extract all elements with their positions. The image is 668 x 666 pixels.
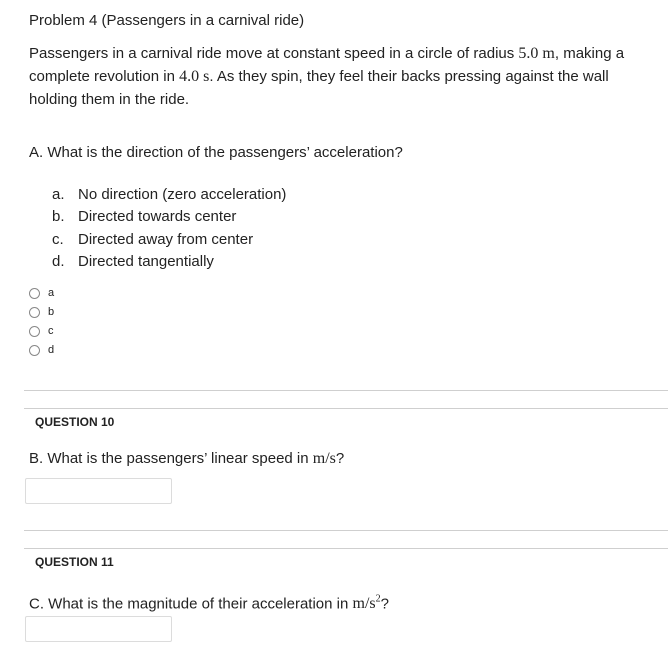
question-11-header: QUESTION 11 (35, 555, 114, 569)
choice-text: Directed tangentially (78, 253, 214, 270)
problem-title: Problem 4 (Passengers in a carnival ride) (29, 12, 305, 29)
radio-button[interactable] (29, 326, 40, 337)
unit-ms: m/s (312, 450, 336, 467)
choice-letter: a. (52, 186, 65, 203)
question-c-end: ? (380, 595, 389, 613)
question-c-text: C. What is the magnitude of their acceleration in (29, 595, 353, 613)
choice-b (52, 206, 236, 228)
radio-button[interactable] (29, 288, 40, 299)
question-a-prompt: A. What is the direction of the passengers’ acceleration? (29, 144, 403, 161)
intro-text-1: Passengers in a carnival ride move at constant speed in a circle of radius (29, 45, 519, 62)
radio-label: a (48, 287, 55, 299)
choice-letter: c. (52, 231, 64, 248)
choice-text: No direction (zero acceleration) (78, 186, 287, 203)
period-value: 4.0 s (179, 68, 210, 85)
radio-label: b (48, 306, 55, 318)
intro-text-3: . As they spin, they feel their backs pressing against the wall holding them in the ride. (29, 68, 609, 108)
question-b-text: B. What is the passengers’ linear speed in (29, 450, 313, 467)
choice-letter: b. (52, 208, 65, 225)
radio-option-c[interactable] (29, 322, 54, 340)
radio-label: d (48, 344, 55, 356)
choice-a (52, 184, 286, 206)
question-10-answer-input[interactable] (25, 478, 172, 504)
unit-base: m/s (352, 595, 376, 613)
radio-label: c (48, 325, 54, 337)
question-b-end: ? (335, 450, 345, 467)
question-10-header: QUESTION 10 (35, 415, 115, 429)
intro-text-2: , making a complete revolution in (29, 45, 625, 85)
radio-option-b[interactable] (29, 303, 54, 321)
choice-text: Directed away from center (78, 231, 254, 248)
choice-text: Directed towards center (78, 208, 237, 225)
choice-d (52, 251, 214, 273)
choice-letter: d. (52, 253, 65, 270)
radio-option-d[interactable] (29, 341, 54, 359)
unit-exponent: 2 (375, 594, 381, 605)
choice-c (52, 229, 253, 251)
radius-value: 5.0 m (518, 45, 555, 62)
unit-ms2 (353, 595, 381, 612)
divider (24, 390, 668, 391)
radio-button[interactable] (29, 307, 40, 318)
problem-intro (29, 42, 649, 111)
divider (24, 408, 668, 409)
question-b-prompt (29, 447, 344, 470)
question-c-prompt (29, 588, 389, 615)
divider (24, 548, 668, 549)
radio-option-a[interactable] (29, 284, 54, 302)
divider (24, 530, 668, 531)
radio-button[interactable] (29, 345, 40, 356)
question-11-answer-input[interactable] (25, 616, 172, 642)
